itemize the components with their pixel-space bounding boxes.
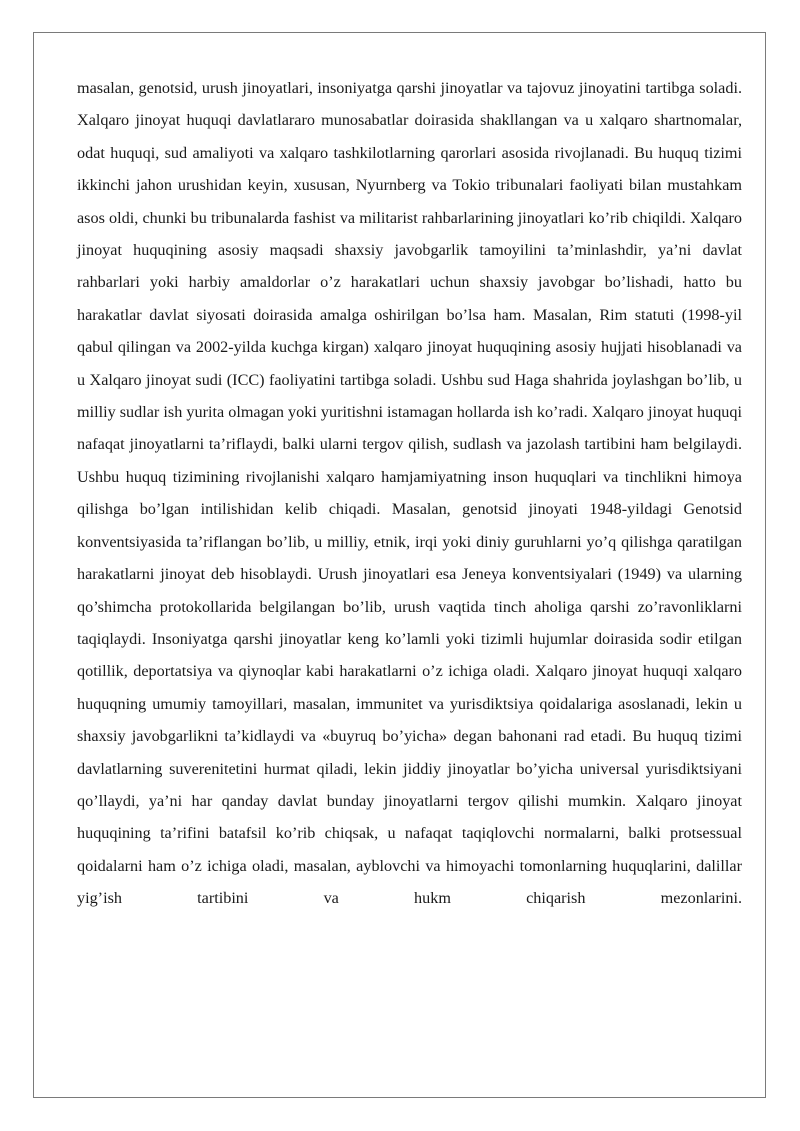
page-border: [33, 32, 766, 1098]
body-paragraph: masalan, genotsid, urush jinoyatlari, insoniyatga qarshi jinoyatlar va tajovuz jinoyatini tartibga soladi. Xalqaro jinoyat huquqi davlatlararo munosabatlar doirasida shakllangan va u xalqaro shartnomalar, odat huquqi, sud amaliyoti va xalqaro tashkilotlarning qarorlari asosida rivojlanadi. Bu huquq tizimi ikkinchi jahon urushidan keyin, xususan, Nyurnberg va Tokio tribunalari faoliyati bilan mustahkam asos oldi, chunki bu tribunalarda fashist va militarist rahbarlarining jinoyatlari ko’rib chiqildi. Xalqaro jinoyat huquqining asosiy maqsadi shaxsiy javobgarlik tamoyilini ta’minlashdir, ya’ni davlat rahbarlari yoki harbiy amaldorlar o’z harakatlari uchun shaxsiy javobgar bo’lishadi, hatto bu harakatlar davlat siyosati doirasida amalga oshirilgan bo’lsa ham. Masalan, Rim statuti (1998-yil qabul qilingan va 2002-yilda kuchga kirgan) xalqaro jinoyat huquqining asosiy hujjati hisoblanadi va u Xalqaro jinoyat sudi (ICC) faoliyatini tartibga soladi. Ushbu sud Haga shahrida joylashgan bo’lib, u milliy sudlar ish yurita olmagan yoki yuritishni istamagan hollarda ish ko’radi. Xalqaro jinoyat huquqi nafaqat jinoyatlarni ta’riflaydi, balki ularni tergov qilish, sudlash va jazolash tartibini ham belgilaydi. Ushbu huquq tizimining rivojlanishi xalqaro hamjamiyatning inson huquqlari va tinchlikni himoya qilishga bo’lgan intilishidan kelib chiqadi. Masalan, genotsid jinoyati 1948-yildagi Genotsid konventsiyasida ta’riflangan bo’lib, u milliy, etnik, irqi yoki diniy guruhlarni yo’q qilishga qaratilgan harakatlarni jinoyat deb hisoblaydi. Urush jinoyatlari esa Jeneya konventsiyalari (1949) va ularning qo’shimcha protokollarida belgilangan bo’lib, urush vaqtida tinch aholiga qarshi zo’ravonliklarni taqiqlaydi. Insoniyatga qarshi jinoyatlar keng ko’lamli yoki tizimli hujumlar doirasida sodir etilgan qotillik, deportatsiya va qiynoqlar kabi harakatlarni o’z ichiga oladi. Xalqaro jinoyat huquqi xalqaro huquqning umumiy tamoyillari, masalan, immunitet va yurisdiktsiya qoidalariga asoslanadi, lekin u shaxsiy javobgarlikni ta’kidlaydi va «buyruq bo’yicha» degan bahonani rad etadi. Bu huquq tizimi davlatlarning suverenitetini hurmat qiladi, lekin jiddiy jinoyatlar bo’yicha universal yurisdiktsiyani qo’llaydi, ya’ni har qanday davlat bunday jinoyatlarni tergov qilishi mumkin. Xalqaro jinoyat huquqining ta’rifini batafsil ko’rib chiqsak, u nafaqat taqiqlovchi normalarni, balki protsessual qoidalarni ham o’z ichiga oladi, masalan, ayblovchi va himoyachi tomonlarning huquqlarini, dalillar yig’ish tartibini va hukm chiqarish mezonlarini.: [77, 79, 742, 908]
